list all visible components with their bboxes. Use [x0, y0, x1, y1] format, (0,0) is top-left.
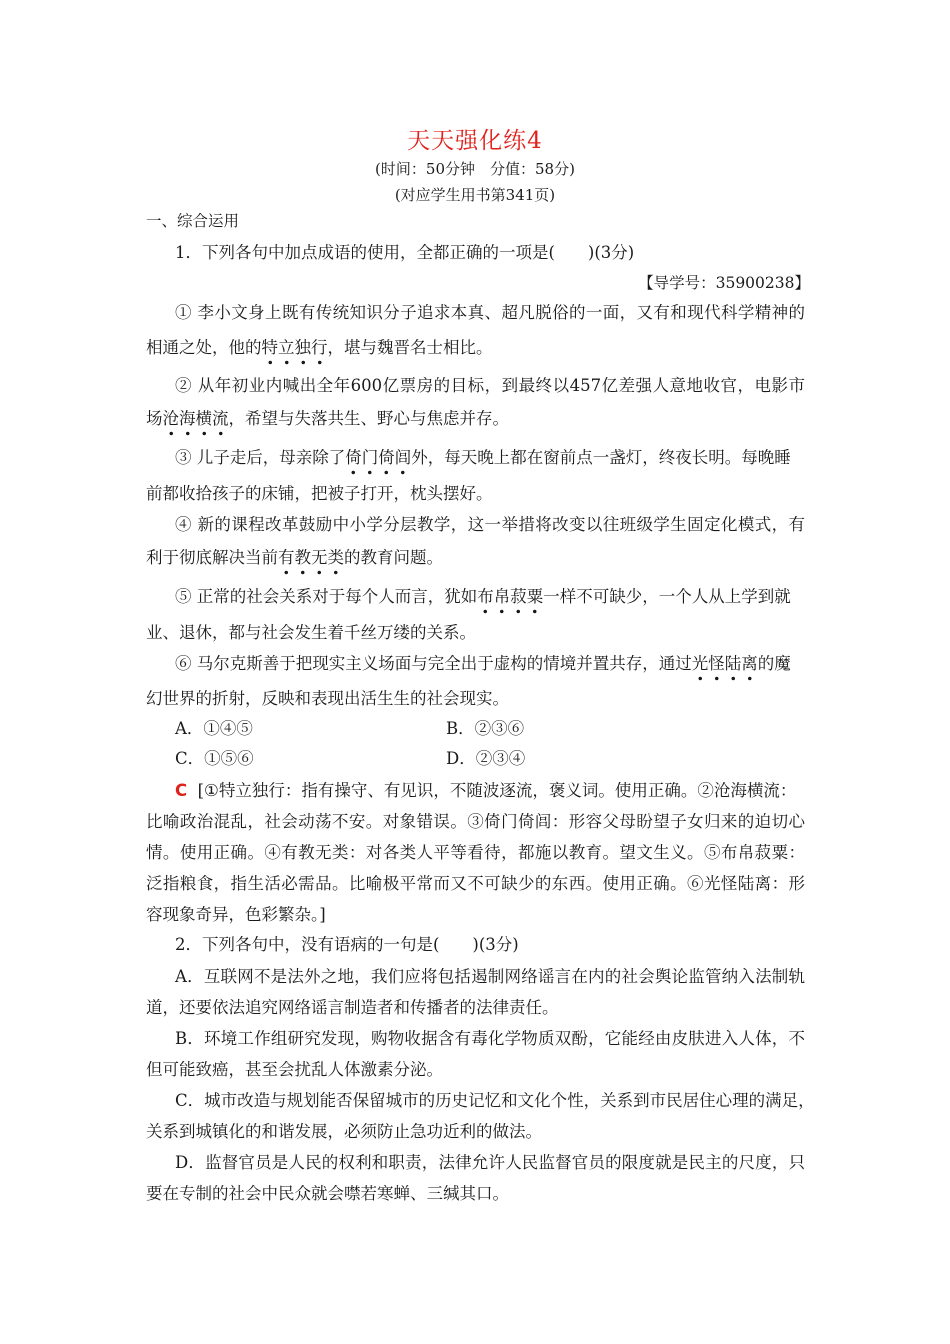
sentence-6-line-1: [175, 653, 791, 675]
guide-number: 【导学号：35900238】: [638, 274, 810, 292]
q2-option-a-line-1: A．互联网不是法外之地，我们应将包括遏制网络谣言在内的社会舆论监管纳入法制轨: [175, 967, 805, 986]
text: ⑤ 正常的社会关系对于每个人而言，犹如: [175, 587, 478, 606]
answer-line-4: 泛指粮食，指生活必需品。比喻极平常而又不可缺少的东西。使用正确。⑥光怪陆离：形: [146, 874, 805, 893]
dotted-idiom: 沧海横流: [163, 409, 229, 436]
sentence-3-line-1: [175, 447, 791, 469]
dotted-idiom: 布帛菽粟: [477, 587, 543, 614]
answer-letter: C: [175, 781, 188, 800]
sentence-4-line-2: [146, 547, 443, 569]
exam-meta: (时间：50分钟 分值：58分): [375, 160, 575, 178]
sentence-3-line-2: 前都收拾孩子的床铺，把被子打开，枕头摆好。: [146, 484, 493, 503]
sentence-4-line-1: ④ 新的课程改革鼓励中小学分层教学，这一举措将改变以往班级学生固定化模式，有: [175, 515, 805, 534]
answer-line-3: 情。使用正确。④有教无类：对各类人平等看待，都施以教育。望文生义。⑤布帛菽粟：: [146, 843, 805, 862]
book-reference: (对应学生用书第341页): [394, 186, 556, 204]
section-heading: 一、综合运用: [146, 212, 240, 230]
sentence-2-line-1: ② 从年初业内喊出全年600亿票房的目标，到最终以457亿差强人意地收官，电影市: [175, 376, 805, 395]
q2-option-d-line-2: 要在专制的社会中民众就会噤若寒蝉、三缄其口。: [146, 1184, 509, 1203]
text: 外，每天晚上都在窗前点一盏灯，终夜长明。每晚睡: [411, 448, 791, 467]
text: 的魔: [757, 654, 791, 673]
q2-option-c-line-2: 关系到城镇化的和谐发展，必须防止急功近利的做法。: [146, 1122, 542, 1141]
text: [①特立独行：指有操守、有见识，不随波逐流，褒义词。使用正确。②沧海横流：: [197, 781, 797, 800]
text: ，堪与魏晋名士相比。: [327, 338, 493, 357]
option-b: B．②③⑥: [446, 719, 525, 738]
sentence-1-line-1: ① 李小文身上既有传统知识分子追求本真、超凡脱俗的一面，又有和现代科学精神的: [175, 303, 805, 322]
q2-option-b-line-2: 但可能致癌，甚至会扰乱人体激素分泌。: [146, 1060, 443, 1079]
q2-option-d-line-1: D．监督官员是人民的权利和职责，法律允许人民监督官员的限度就是民主的尺度，只: [175, 1153, 805, 1172]
dotted-idiom: 光怪陆离: [692, 654, 758, 681]
sentence-1-line-2: [146, 337, 493, 359]
text: 场: [146, 409, 163, 428]
dotted-idiom: 有教无类: [278, 548, 344, 575]
text: ⑥ 马尔克斯善于把现实主义场面与完全出于虚构的情境并置共存，通过: [175, 654, 692, 673]
answer-line-5: 容现象奇异，色彩繁杂。]: [146, 905, 326, 924]
question-2-stem: 2．下列各句中，没有语病的一句是( )(3分): [175, 935, 519, 954]
q2-option-b-line-1: B．环境工作组研究发现，购物收据含有毒化学物质双酚，它能经由皮肤进入人体，不: [175, 1029, 805, 1048]
text: 的教育问题。: [344, 548, 443, 567]
answer-line-2: 比喻政治混乱，社会动荡不安。对象错误。③倚门倚闾：形容父母盼望子女归来的迫切心: [146, 812, 805, 831]
dotted-idiom: 特立独行: [262, 338, 328, 365]
sentence-5-line-1: [175, 586, 791, 608]
text: ，希望与失落共生、野心与焦虑并存。: [228, 409, 509, 428]
q2-option-c-line-1: C．城市改造与规划能否保留城市的历史记忆和文化个性，关系到市民居住心理的满足，: [175, 1091, 815, 1110]
option-a: A．①④⑤: [175, 719, 253, 738]
text: 利于彻底解决当前: [146, 548, 278, 567]
sentence-2-line-2: [146, 408, 509, 430]
q2-option-a-line-2: 道，还要依法追究网络谣言制造者和传播者的法律责任。: [146, 998, 559, 1017]
option-d: D．②③④: [446, 749, 526, 768]
sentence-5-line-2: 业、退休，都与社会发生着千丝万缕的关系。: [146, 623, 476, 642]
sentence-6-line-2: 幻世界的折射，反映和表现出活生生的社会现实。: [146, 689, 509, 708]
text: ③ 儿子走后，母亲除了: [175, 448, 346, 467]
page-title: 天天强化练4: [407, 128, 543, 154]
answer-line-1: [175, 780, 796, 802]
dotted-idiom: 倚门倚闾: [345, 448, 411, 475]
text: 相通之处，他的: [146, 338, 262, 357]
question-1-stem: 1．下列各句中加点成语的使用，全都正确的一项是( )(3分): [175, 243, 635, 262]
option-c: C．①⑤⑥: [175, 749, 254, 768]
text: 一样不可缺少，一个人从上学到就: [543, 587, 791, 606]
